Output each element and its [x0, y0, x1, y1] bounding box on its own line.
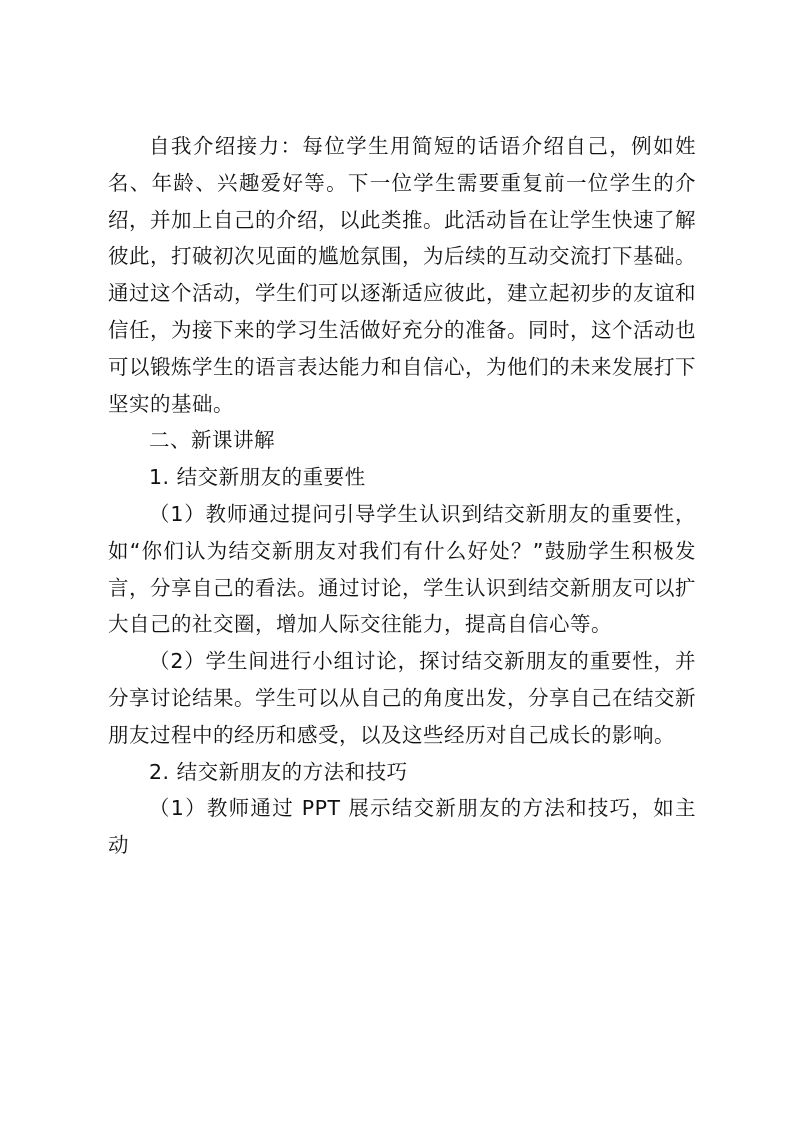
paragraph-teacher-question: （1）教师通过提问引导学生认识到结交新朋友的重要性，如“你们认为结交新朋友对我们有什么好处？”鼓励学生积极发言，分享自己的看法。通过讨论，学生认识到结交新朋友可以扩大自己的社交圈，增加人际交往能力，提高自信心等。	[108, 501, 696, 637]
paragraph-ppt-methods: （1）教师通过 PPT 展示结交新朋友的方法和技巧，如主动	[108, 796, 696, 858]
paragraph-group-discussion: （2）学生间进行小组讨论，探讨结交新朋友的重要性，并分享讨论结果。学生可以从自己的角度出发，分享自己在结交新朋友过程中的经历和感受，以及这些经历对自己成长的影响。	[108, 649, 696, 747]
subheading-methods: 2. 结交新朋友的方法和技巧	[149, 759, 408, 784]
subheading-importance: 1. 结交新朋友的重要性	[149, 465, 366, 490]
section-heading-new-lesson: 二、新课讲解	[149, 428, 275, 453]
document-body	[108, 128, 696, 864]
paragraph-activity-intro: 自我介绍接力：每位学生用简短的话语介绍自己，例如姓名、年龄、兴趣爱好等。下一位学生需要重复前一位学生的介绍，并加上自己的介绍，以此类推。此活动旨在让学生快速了解彼此，打破初次见面的尴尬氛围，为后续的互动交流打下基础。通过这个活动，学生们可以逐渐适应彼此，建立起初步的友谊和信任，为接下来的学习生活做好充分的准备。同时，这个活动也可以锻炼学生的语言表达能力和自信心，为他们的未来发展打下坚实的基础。	[108, 134, 696, 416]
